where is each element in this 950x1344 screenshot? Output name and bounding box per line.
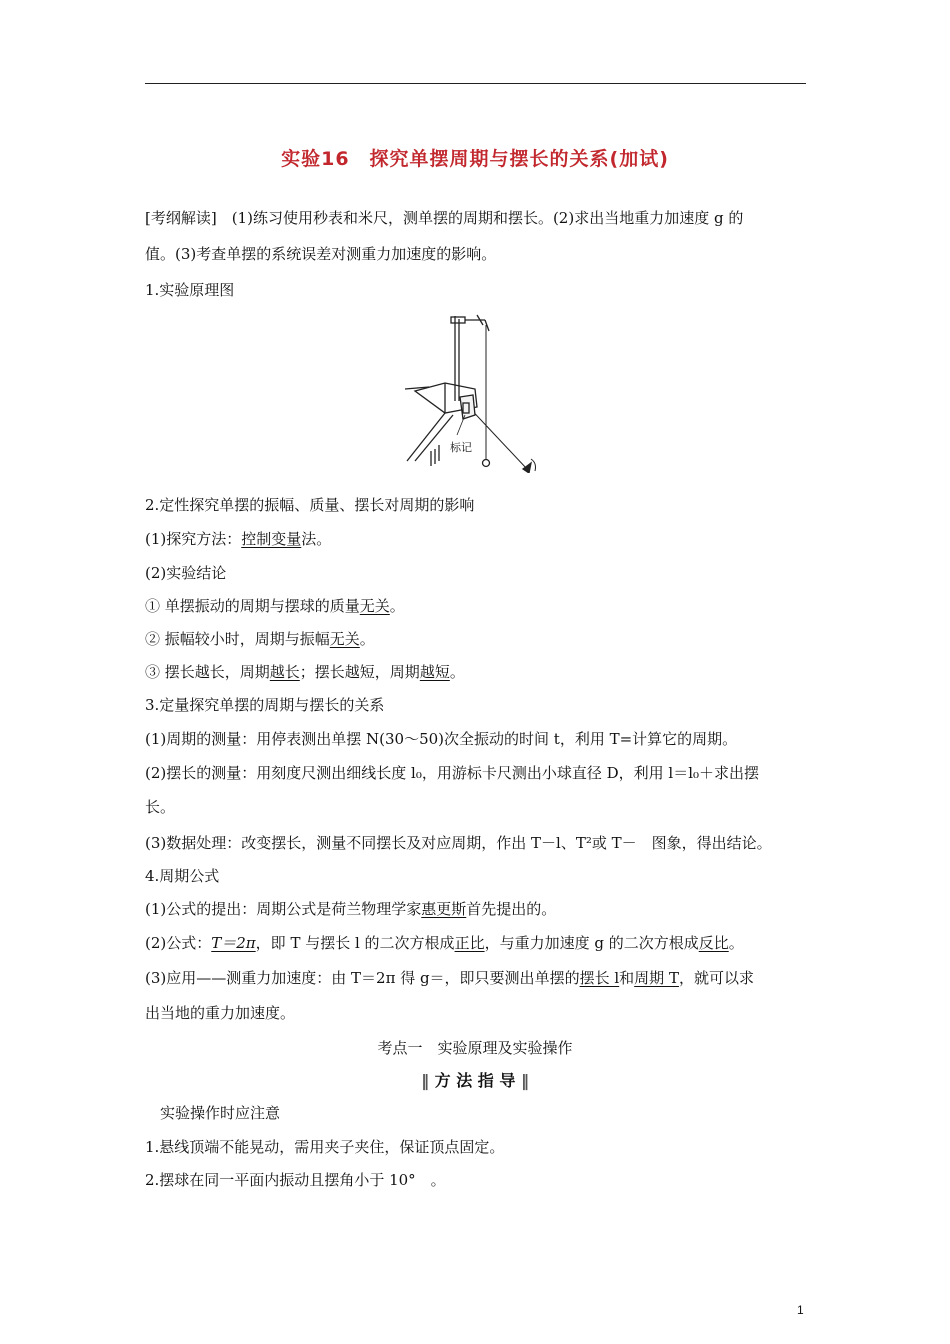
conclusion-heading: (2)实验结论 xyxy=(145,564,227,582)
length-measure-2: 长。 xyxy=(145,798,176,816)
method-guide-banner: ‖ 方 法 指 导 ‖ xyxy=(421,1071,529,1090)
period-measure: (1)周期的测量：用停表测出单摆 N(30～50)次全振动的时间 t，利用 T=计算它的周期。 xyxy=(145,730,738,748)
period-formula: T＝2π xyxy=(211,934,256,952)
section-1-heading: 1.实验原理图 xyxy=(145,281,235,299)
point-1-heading: 考点一 实验原理及实验操作 xyxy=(377,1039,573,1057)
section-3-heading: 3.定量探究单摆的周期与摆长的关系 xyxy=(145,696,385,714)
note-2: 2.摆球在同一平面内振动且摆角小于 10° 。 xyxy=(145,1171,446,1189)
method-answer: 控制变量 xyxy=(241,530,302,548)
period-answer: 周期 T xyxy=(634,969,679,987)
huygens-answer: 惠更斯 xyxy=(421,900,467,918)
formula-origin: (1)公式的提出：周期公式是荷兰物理学家惠更斯首先提出的。 xyxy=(145,900,557,918)
operation-note: 实验操作时应注意 xyxy=(160,1104,281,1122)
figure-label-mark: 标记 xyxy=(450,441,472,454)
length-answer: 摆长 l xyxy=(579,969,620,987)
application-line-1: (3)应用——测重力加速度：由 T＝2π 得 g＝，即只要测出单摆的摆长 l和周期 T，就可以求 xyxy=(145,969,754,987)
conclusion-3: ③ 摆长越长，周期越长；摆长越短，周期越短。 xyxy=(145,663,465,681)
section-2-heading: 2.定性探究单摆的振幅、质量、摆长对周期的影响 xyxy=(145,496,475,514)
intro-line-2: 值。(3)考查单摆的系统误差对测重力加速度的影响。 xyxy=(145,245,497,263)
conclusion-2-answer: 无关 xyxy=(329,630,360,648)
pendulum-apparatus-figure xyxy=(405,311,545,473)
data-processing: (3)数据处理：改变摆长，测量不同摆长及对应周期，作出 T－l、T²或 T－ 图象，得出结论。 xyxy=(145,834,772,852)
page-title: 实验16 探究单摆周期与摆长的关系(加试) xyxy=(281,148,669,170)
conclusion-3-answer-2: 越短 xyxy=(419,663,450,681)
note-1: 1.悬线顶端不能晃动，需用夹子夹住，保证顶点固定。 xyxy=(145,1138,505,1156)
length-measure-1: (2)摆长的测量：用刻度尺测出细线长度 l₀，用游标卡尺测出小球直径 D，利用 l＝l₀＋求出摆 xyxy=(145,764,760,782)
conclusion-2: ② 振幅较小时，周期与振幅无关。 xyxy=(145,630,375,648)
method-line: (1)探究方法：控制变量法。 xyxy=(145,530,332,548)
formula-line: (2)公式：T＝2π，即 T 与摆长 l 的二次方根成正比，与重力加速度 g 的二次方根成反比。 xyxy=(145,934,744,952)
conclusion-1-answer: 无关 xyxy=(359,597,390,615)
inverse-answer: 反比 xyxy=(698,934,729,952)
intro-line-1: [考纲解读] (1)练习使用秒表和米尺，测单摆的周期和摆长。(2)求出当地重力加速度 g 的 xyxy=(145,209,744,227)
conclusion-3-answer-1: 越长 xyxy=(269,663,300,681)
page-number: 1 xyxy=(797,1303,804,1317)
proportional-answer: 正比 xyxy=(454,934,485,952)
section-4-heading: 4.周期公式 xyxy=(145,867,220,885)
header-rule xyxy=(145,83,806,84)
application-line-2: 出当地的重力加速度。 xyxy=(145,1004,296,1022)
pendulum-bob xyxy=(483,460,490,467)
conclusion-1: ① 单摆振动的周期与摆球的质量无关。 xyxy=(145,597,405,615)
